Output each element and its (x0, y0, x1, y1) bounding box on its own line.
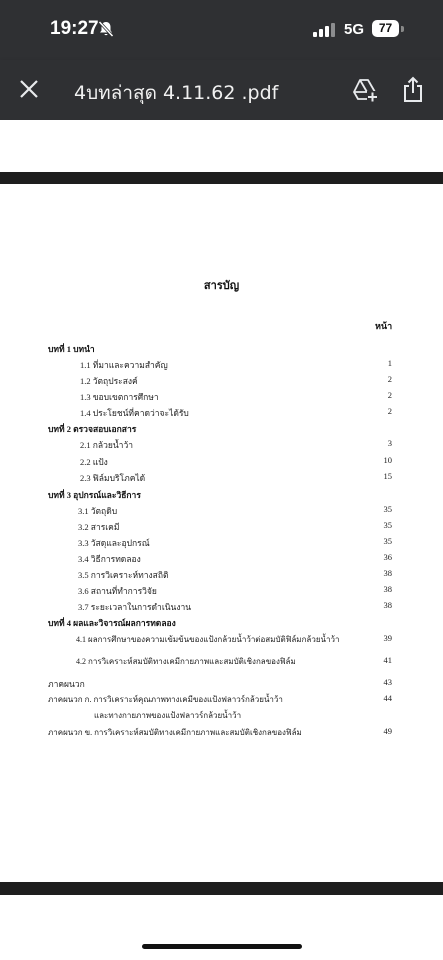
toc-page: 2 (387, 374, 392, 384)
toc-entry: 1.4 ประโยชน์ที่คาดว่าจะได้รับ (80, 408, 189, 418)
toc-entry: 3.6 สถานที่ทำการวิจัย (78, 586, 157, 596)
toc-page: 39 (383, 633, 392, 643)
toc-page: 35 (383, 504, 392, 514)
toc-page: 38 (383, 600, 392, 610)
toc-page: 2 (387, 406, 392, 416)
toc-page: 41 (383, 655, 392, 665)
toc-title: สารบัญ (203, 280, 240, 292)
add-to-drive-icon[interactable] (352, 77, 378, 103)
toc-entry: 1.3 ขอบเขตการศึกษา (80, 392, 159, 402)
toc-page: 44 (383, 693, 392, 703)
home-indicator[interactable] (142, 944, 302, 949)
page-separator (0, 882, 443, 895)
toc-chapter: บทที่ 4 ผลและวิจารณ์ผลการทดลอง (48, 618, 176, 628)
toc-entry: 3.5 การวิเคราะห์ทางสถิติ (78, 570, 169, 580)
toc-entry: 3.3 วัสดุและอุปกรณ์ (78, 538, 150, 548)
bottom-area (0, 895, 443, 960)
toc-entry: ภาคผนวก ข. การวิเคราะห์สมบัติทางเคมีกายภาพและสมบัติเชิงกลของฟิล์ม (48, 728, 302, 737)
toc-page: 15 (383, 471, 392, 481)
toc-entry: ภาคผนวก (48, 679, 85, 689)
cell-signal-icon (313, 23, 335, 37)
toc-page-header: หน้า (375, 321, 393, 331)
document-title: 4บทล่าสุด 4.11.62 .pdf (74, 82, 279, 104)
toc-page: 43 (383, 677, 392, 687)
toc-entry: ภาคผนวก ก. การวิเคราะห์คุณภาพทางเคมีของแป้งฟลาวร์กล้วยน้ำว้า (48, 695, 283, 704)
status-time: 19:27 (50, 18, 99, 39)
toc-entry: 1.2 วัตถุประสงค์ (80, 376, 138, 386)
toc-entry: 2.3 ฟิล์มบริโภคได้ (80, 473, 146, 483)
toc-page: 38 (383, 568, 392, 578)
toc-page: 1 (387, 358, 392, 368)
toc-page: 35 (383, 536, 392, 546)
toc-entry: 3.2 สารเคมี (78, 522, 120, 532)
toc-page: 10 (383, 455, 392, 465)
battery-cap (401, 26, 404, 32)
toc-page: 3 (387, 438, 392, 448)
share-icon[interactable] (402, 76, 424, 104)
toc-page: 35 (383, 520, 392, 530)
bell-muted-icon (97, 20, 115, 42)
toc-entry: 2.1 กล้วยน้ำว้า (80, 440, 133, 450)
toc-entry: 1.1 ที่มาและความสำคัญ (80, 360, 168, 370)
status-bar (0, 0, 443, 60)
toc-entry: 2.2 แป้ง (80, 457, 108, 467)
page-separator (0, 172, 443, 184)
page-gap (0, 120, 443, 172)
toc-page: 2 (387, 390, 392, 400)
toc-page: 49 (383, 726, 392, 736)
toc-chapter: บทที่ 1 บทนำ (48, 344, 95, 354)
toc-entry: 3.7 ระยะเวลาในการดำเนินงาน (78, 602, 192, 612)
toc-entry: 4.1 ผลการศึกษาของความเข้มข้นของแป้งกล้วยน้ำว้าต่อสมบัติฟิล์มกล้วยน้ำว้า (76, 635, 340, 644)
toc-entry-continued: และทางกายภาพของแป้งฟลาวร์กล้วยน้ำว้า (94, 711, 242, 720)
toc-page: 36 (383, 552, 392, 562)
battery-icon: 77 (372, 20, 399, 37)
network-type: 5G (344, 21, 365, 38)
toc-page: 38 (383, 584, 392, 594)
toc-entry: 3.1 วัตถุดิบ (78, 506, 118, 516)
toc-chapter: บทที่ 3 อุปกรณ์และวิธีการ (48, 490, 141, 500)
toc-entry: 4.2 การวิเคราะห์สมบัติทางเคมีกายภาพและสมบัติเชิงกลของฟิล์ม (76, 657, 296, 666)
toc-entry: 3.4 วิธีการทดลอง (78, 554, 141, 564)
toc-chapter: บทที่ 2 ตรวจสอบเอกสาร (48, 424, 137, 434)
close-icon[interactable] (18, 78, 40, 100)
